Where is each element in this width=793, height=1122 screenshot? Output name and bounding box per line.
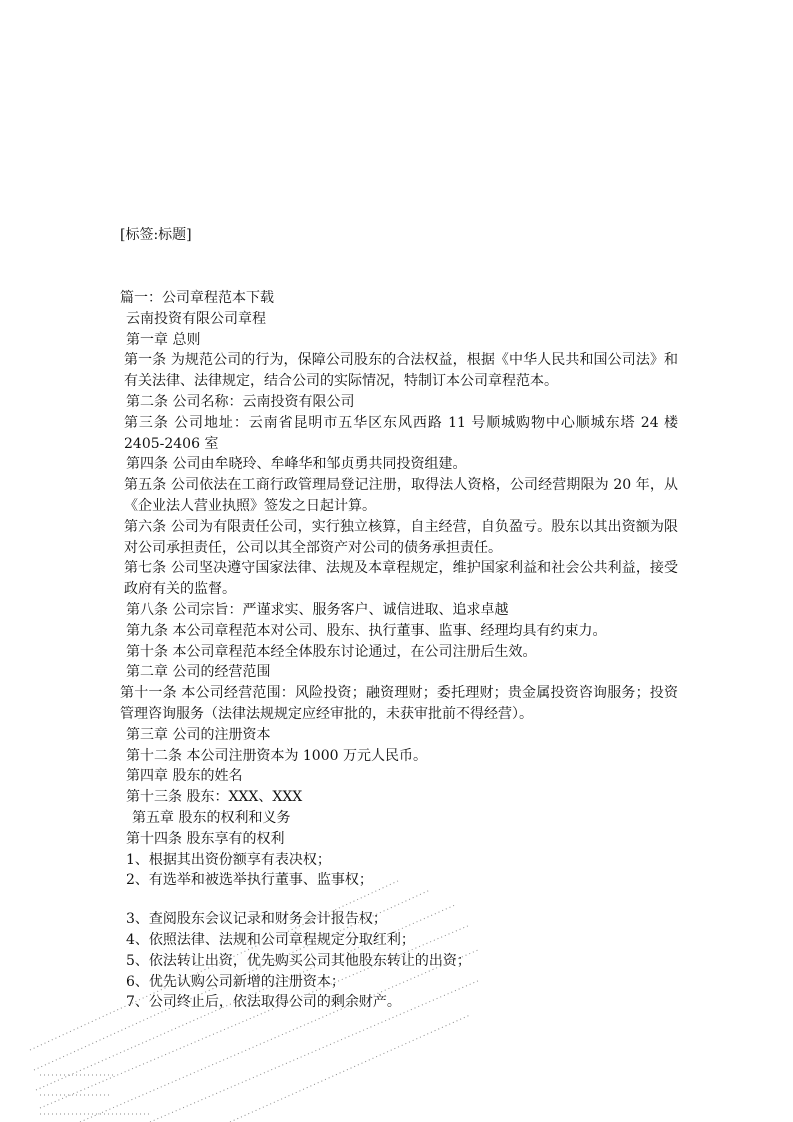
chapter-heading: 第四章 股东的姓名 <box>126 768 243 785</box>
article-4: 第四条 公司由牟晓玲、牟峰华和邹贞勇共同投资组建。 <box>126 456 467 473</box>
article-7: 第七条 公司坚决遵守国家法律、法规及本章程规定，维护国家利益和社会公共利益，接受政府有关的监督。 <box>124 560 678 598</box>
article-9: 第九条 本公司章程范本对公司、股东、执行董事、监事、经理均具有约束力。 <box>126 622 607 639</box>
tag-placeholder: [标签:标题] <box>120 227 192 243</box>
article-11: 第十一条 本公司经营范围：风险投资；融资理财；委托理财；贵金属投资咨询服务；投资管理咨询服务（法律法规规定应经审批的，未获审批前不得经营）。 <box>120 685 678 722</box>
article-3: 第三条 公司地址：云南省昆明市五华区东风西路 11 号顺城购物中心顺城东塔 24 楼 2405-2406 室 <box>124 414 678 452</box>
article-2: 第二条 公司名称：云南投资有限公司 <box>126 393 355 410</box>
article-6: 第六条 公司为有限责任公司，实行独立核算，自主经营，自负盈亏。股东以其出资额为限对公司承担责任，公司以其全部资产对公司的债务承担责任。 <box>124 518 678 556</box>
chapter-heading: 第三章 公司的注册资本 <box>126 726 271 743</box>
rights-item: 4、依照法律、法规和公司章程规定分取红利； <box>126 931 415 948</box>
blank-gap <box>120 891 678 909</box>
document-body <box>120 288 678 1013</box>
chapter-heading: 第五章 股东的权利和义务 <box>132 809 291 826</box>
rights-item: 7、公司终止后，依法取得公司的剩余财产。 <box>126 994 401 1011</box>
rights-item: 3、查阅股东会议记录和财务会计报告权； <box>126 911 387 928</box>
company-title: 云南投资有限公司章程 <box>126 310 266 327</box>
chapter-heading: 第二章 公司的经营范围 <box>126 664 271 681</box>
article-5: 第五条 公司依法在工商行政管理局登记注册，取得法人资格，公司经营期限为 20 年，从《企业法人营业执照》签发之日起计算。 <box>124 477 678 514</box>
article-12: 第十二条 本公司注册资本为 1000 万元人民币。 <box>126 747 427 764</box>
chapter-heading: 第一章 总则 <box>126 331 201 348</box>
document-heading: 篇一：公司章程范本下载 <box>120 290 274 306</box>
rights-item: 5、依法转让出资，优先购买公司其他股东转让的出资； <box>126 952 471 969</box>
rights-item: 2、有选举和被选举执行董事、监事权； <box>126 872 373 889</box>
article-1: 第一条 为规范公司的行为，保障公司股东的合法权益，根据《中华人民共和国公司法》和有关法律、法律规定，结合公司的实际情况，特制订本公司章程范本。 <box>124 352 678 390</box>
rights-item: 1、根据其出资份额享有表决权； <box>126 851 331 868</box>
article-14: 第十四条 股东享有的权利 <box>126 830 285 847</box>
article-10: 第十条 本公司章程范本经全体股东讨论通过，在公司注册后生效。 <box>126 643 537 660</box>
article-8: 第八条 公司宗旨：严谨求实、服务客户、诚信进取、追求卓越 <box>126 601 509 618</box>
article-13: 第十三条 股东：XXX、XXX <box>126 789 303 806</box>
rights-item: 6、优先认购公司新增的注册资本； <box>126 973 345 990</box>
